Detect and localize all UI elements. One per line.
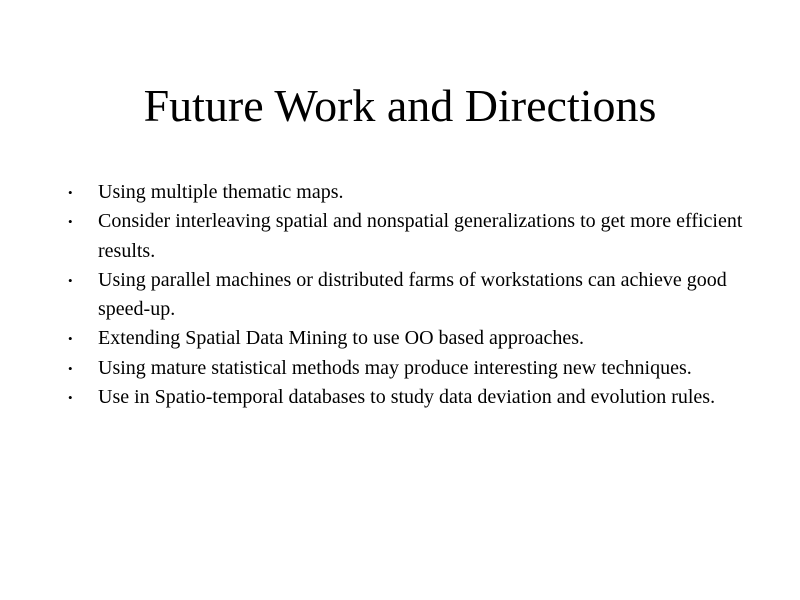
list-item bbox=[68, 266, 768, 325]
bullet-icon: • bbox=[68, 360, 73, 376]
list-item bbox=[68, 354, 768, 383]
bullet-text: Extending Spatial Data Mining to use OO based approaches. bbox=[98, 327, 584, 350]
bullet-icon: • bbox=[68, 331, 73, 347]
list-item bbox=[68, 207, 768, 266]
bullet-list bbox=[68, 178, 768, 412]
bullet-text: Using parallel machines or distributed farms of workstations can achieve good speed-up. bbox=[98, 268, 727, 321]
bullet-icon: • bbox=[68, 185, 73, 200]
bullet-icon: • bbox=[68, 272, 73, 288]
bullet-text: Use in Spatio-temporal databases to study data deviation and evolution rules. bbox=[98, 386, 716, 409]
list-item bbox=[68, 383, 768, 412]
bullet-text: Using multiple thematic maps. bbox=[98, 181, 344, 203]
list-item bbox=[68, 178, 768, 207]
bullet-icon: • bbox=[68, 390, 73, 406]
bullet-text: Consider interleaving spatial and nonspatial generalizations to get more efficient results. bbox=[98, 210, 743, 262]
bullet-text: Using mature statistical methods may produce interesting new techniques. bbox=[98, 356, 692, 379]
list-item bbox=[68, 324, 768, 353]
bullet-icon: • bbox=[68, 214, 73, 230]
slide-title: Future Work and Directions bbox=[143, 80, 657, 131]
